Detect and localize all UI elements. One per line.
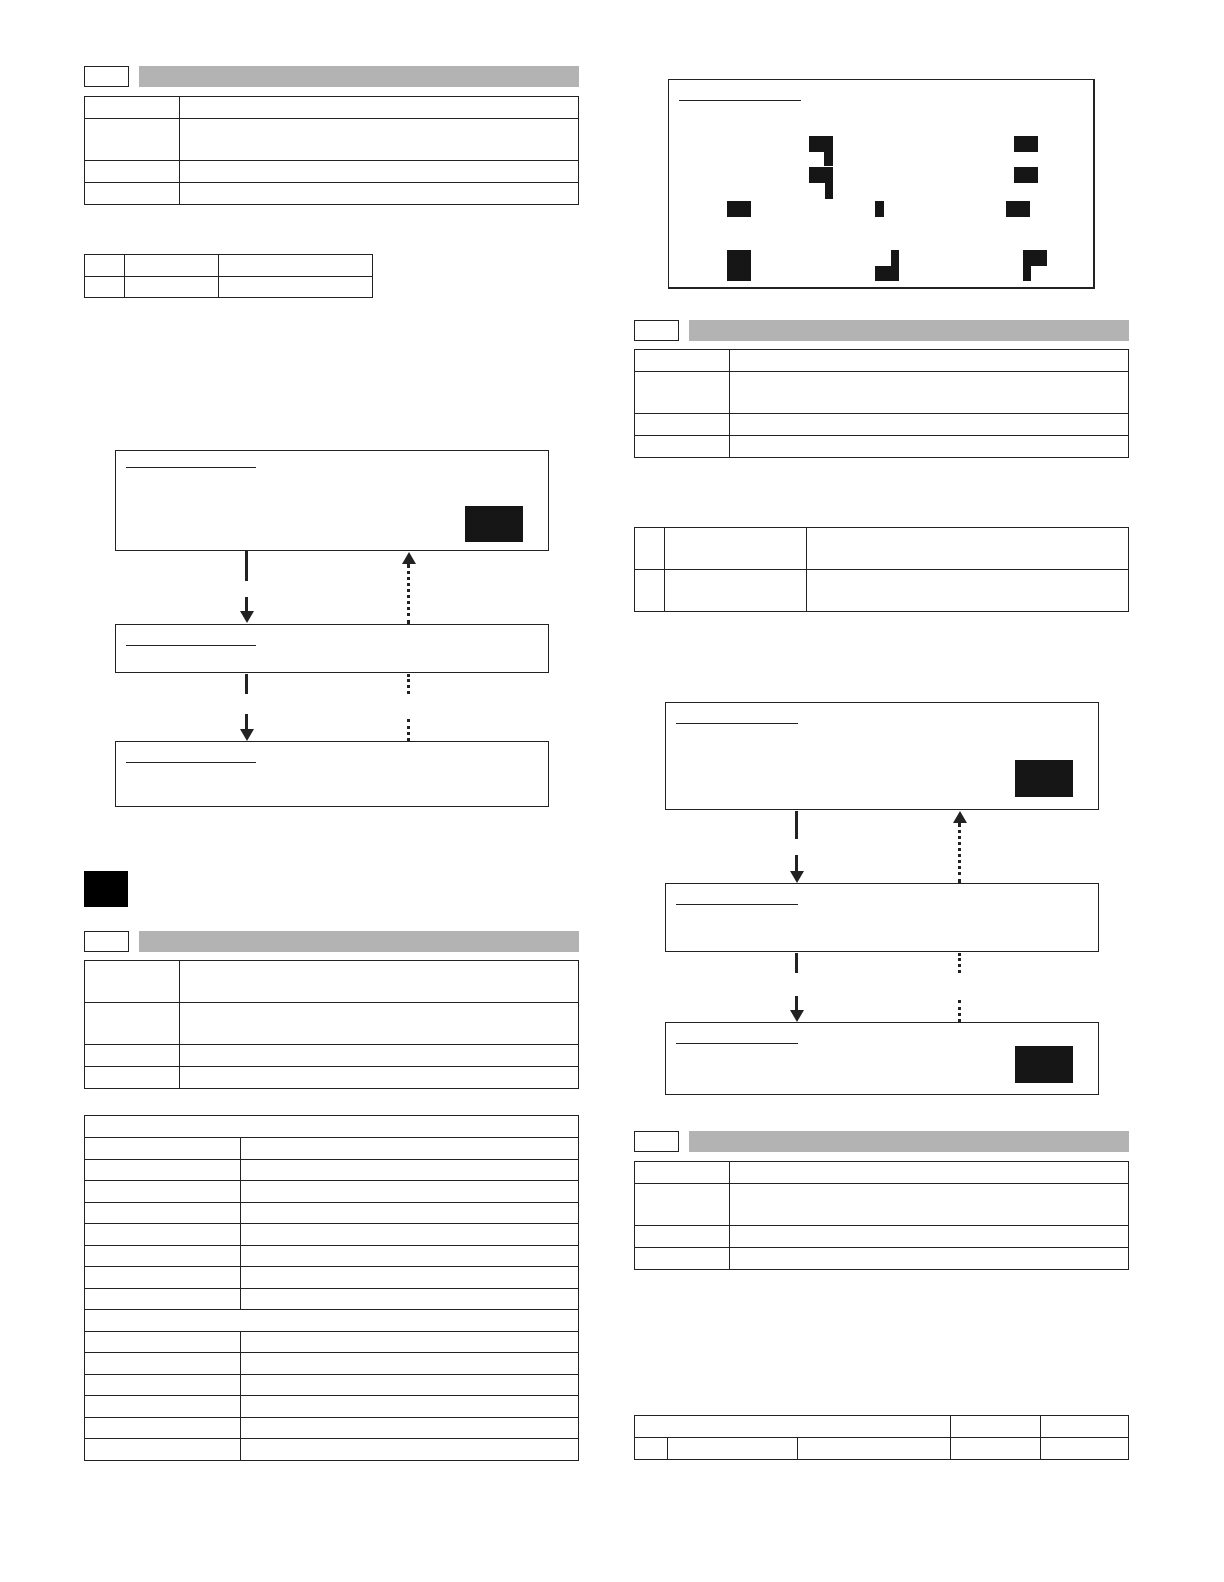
bottom-table — [634, 1415, 1129, 1460]
list-table — [84, 1115, 579, 1461]
section-a-title-bar — [139, 66, 579, 87]
table-row — [85, 1045, 579, 1067]
section-c-title-bar — [689, 320, 1129, 341]
group-header-row — [85, 1116, 579, 1138]
table-row — [85, 1267, 579, 1289]
flow-a-down-arrow-1b — [245, 597, 248, 611]
flow-c-dotted-line-2b — [958, 1000, 961, 1022]
flow-c-down-arrow-1b — [795, 855, 798, 871]
section-d-code-box — [634, 1131, 679, 1152]
section-d-table — [634, 1161, 1129, 1270]
flow-a-down-arrow-1 — [245, 551, 248, 581]
flow-c-screen-3 — [665, 1022, 1099, 1095]
lcd-cell[interactable] — [1023, 266, 1031, 281]
table-row — [635, 528, 1129, 570]
lcd-cell[interactable] — [1014, 136, 1038, 152]
lcd-cell[interactable] — [875, 266, 899, 281]
table-row — [85, 255, 373, 277]
flow-a-screen-3 — [115, 741, 549, 807]
screen-title-underline — [126, 645, 256, 646]
table-row — [85, 183, 579, 205]
screen-title-underline — [676, 1043, 798, 1044]
flow-a-down-arrowhead-2 — [240, 729, 254, 741]
flow-a-down-arrow-2b — [245, 714, 248, 729]
table-row — [85, 1353, 579, 1375]
table-row — [635, 1248, 1129, 1270]
flow-a-screen-1 — [115, 450, 549, 551]
chapter-tab — [84, 871, 128, 907]
table-row — [85, 1375, 579, 1396]
param-table-a — [84, 254, 373, 298]
table-row — [85, 961, 579, 1003]
flow-a-dotted-line-2b — [407, 719, 410, 741]
table-row — [635, 570, 1129, 612]
table-row — [85, 1439, 579, 1461]
flow-c-down-arrow-2b — [795, 996, 798, 1010]
table-row — [85, 1181, 579, 1203]
execute-key[interactable] — [1015, 1046, 1073, 1083]
table-row — [635, 1438, 1129, 1460]
table-row — [85, 1418, 579, 1439]
flow-a-down-arrowhead-1 — [240, 611, 254, 623]
flow-c-screen-2 — [665, 883, 1099, 952]
lcd-title-underline — [679, 100, 801, 101]
flow-a-dotted-line-2 — [407, 674, 410, 694]
screen-title-underline — [126, 467, 256, 468]
execute-key[interactable] — [1015, 760, 1073, 797]
flow-c-dotted-line-2 — [958, 953, 961, 973]
table-row — [85, 1160, 579, 1181]
table-row — [635, 436, 1129, 458]
lcd-cell[interactable] — [1006, 201, 1030, 217]
lcd-cell[interactable] — [824, 150, 833, 166]
table-row — [85, 1289, 579, 1310]
flow-c-up-arrowhead-1 — [953, 811, 967, 823]
screen-title-underline — [676, 723, 798, 724]
lcd-cell[interactable] — [1014, 167, 1038, 183]
flow-c-down-arrow-2 — [795, 953, 798, 973]
flow-a-up-arrowhead-1 — [402, 552, 416, 564]
flow-a-up-arrow-1 — [407, 564, 410, 624]
table-row — [85, 161, 579, 183]
lcd-cell[interactable] — [891, 250, 899, 266]
flow-a-down-arrow-2 — [245, 674, 248, 694]
table-row — [635, 1226, 1129, 1248]
lcd-cell[interactable] — [1023, 250, 1047, 266]
param-table-c — [634, 527, 1129, 612]
lcd-cell[interactable] — [825, 183, 833, 199]
table-row — [85, 1246, 579, 1267]
section-d-title-bar — [689, 1131, 1129, 1152]
table-row — [635, 350, 1129, 372]
lcd-cell[interactable] — [727, 266, 751, 281]
table-row — [85, 1224, 579, 1246]
execute-key[interactable] — [465, 506, 523, 542]
table-row — [85, 1203, 579, 1224]
lcd-cell[interactable] — [875, 201, 884, 217]
section-b-table — [84, 960, 579, 1089]
screen-title-underline — [676, 904, 798, 905]
flow-c-screen-1 — [665, 702, 1099, 810]
flow-c-down-arrowhead-2 — [790, 1010, 804, 1022]
section-a-code-box — [84, 66, 129, 87]
table-row — [85, 1332, 579, 1353]
section-b-code-box — [84, 931, 129, 952]
section-c-table — [634, 349, 1129, 458]
table-row — [85, 119, 579, 161]
lcd-cell[interactable] — [727, 250, 751, 266]
table-row — [85, 1067, 579, 1089]
section-b-title-bar — [139, 931, 579, 952]
lcd-cell[interactable] — [809, 167, 833, 183]
section-c-code-box — [634, 320, 679, 341]
table-row — [85, 1138, 579, 1160]
table-row — [635, 372, 1129, 414]
flow-a-screen-2 — [115, 624, 549, 673]
table-row — [635, 1416, 1129, 1438]
table-row — [85, 277, 373, 298]
table-row — [85, 1003, 579, 1045]
screen-title-underline — [126, 762, 256, 763]
section-a-table — [84, 96, 579, 205]
flow-c-down-arrowhead-1 — [790, 871, 804, 883]
lcd-display — [668, 79, 1095, 289]
table-row — [85, 1396, 579, 1418]
table-row — [635, 1184, 1129, 1226]
table-row — [635, 1162, 1129, 1184]
table-row — [635, 414, 1129, 436]
table-row — [85, 97, 579, 119]
flow-c-up-arrow-1 — [958, 823, 961, 883]
flow-c-down-arrow-1 — [795, 811, 798, 839]
lcd-cell[interactable] — [727, 201, 751, 217]
group-header-row — [85, 1310, 579, 1332]
